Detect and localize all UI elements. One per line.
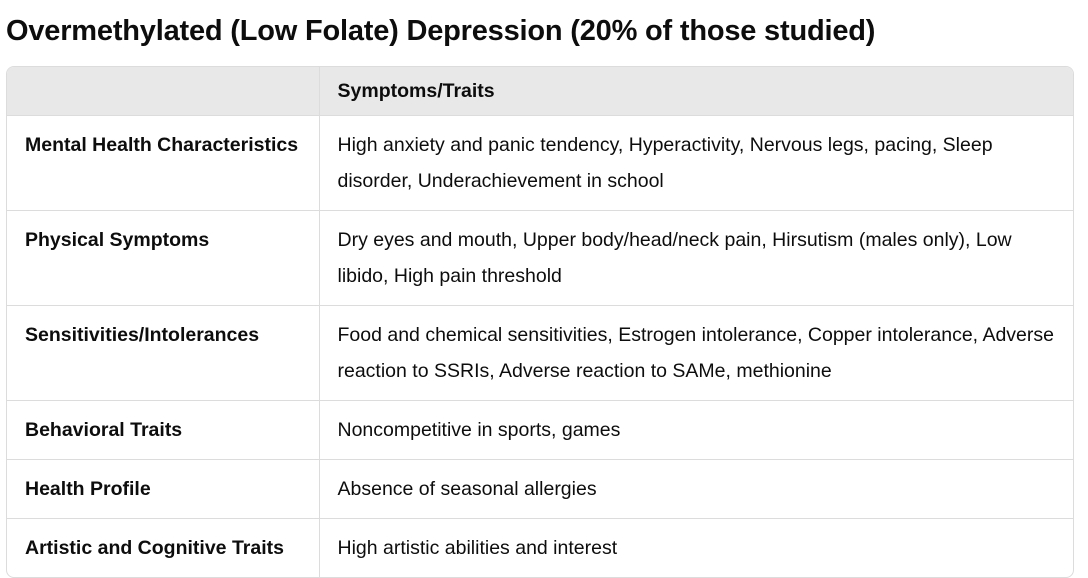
row-category-cell: Sensitivities/Intolerances	[7, 306, 319, 401]
table-header-row	[7, 67, 1073, 116]
row-traits-cell: Dry eyes and mouth, Upper body/head/neck pain, Hirsutism (males only), Low libido, High pain threshold	[319, 211, 1073, 306]
table-row	[7, 116, 1073, 211]
column-header-symptoms-traits: Symptoms/Traits	[319, 67, 1073, 116]
symptoms-table	[7, 67, 1073, 577]
table-row	[7, 306, 1073, 401]
table-row	[7, 460, 1073, 519]
table-body	[7, 116, 1073, 578]
column-header-category	[7, 67, 319, 116]
table-row	[7, 401, 1073, 460]
table-row	[7, 519, 1073, 578]
row-category-cell: Physical Symptoms	[7, 211, 319, 306]
row-traits-cell: Absence of seasonal allergies	[319, 460, 1073, 519]
table-header	[7, 67, 1073, 116]
row-traits-cell: High artistic abilities and interest	[319, 519, 1073, 578]
page-title: Overmethylated (Low Folate) Depression (20% of those studied)	[6, 15, 876, 47]
row-category-cell: Mental Health Characteristics	[25, 134, 299, 156]
row-traits-cell: Noncompetitive in sports, games	[319, 401, 1073, 460]
row-category-cell: Behavioral Traits	[7, 401, 319, 460]
table-row	[7, 211, 1073, 306]
row-traits-cell: High anxiety and panic tendency, Hyperactivity, Nervous legs, pacing, Sleep disorder, Underachievement in school	[319, 116, 1073, 211]
row-category-cell: Health Profile	[7, 460, 319, 519]
symptoms-table-container	[6, 66, 1074, 578]
row-category-cell: Artistic and Cognitive Traits	[7, 519, 319, 578]
row-traits-cell: Food and chemical sensitivities, Estrogen intolerance, Copper intolerance, Adverse reaction to SSRIs, Adverse reaction to SAMe, methionine	[319, 306, 1073, 401]
